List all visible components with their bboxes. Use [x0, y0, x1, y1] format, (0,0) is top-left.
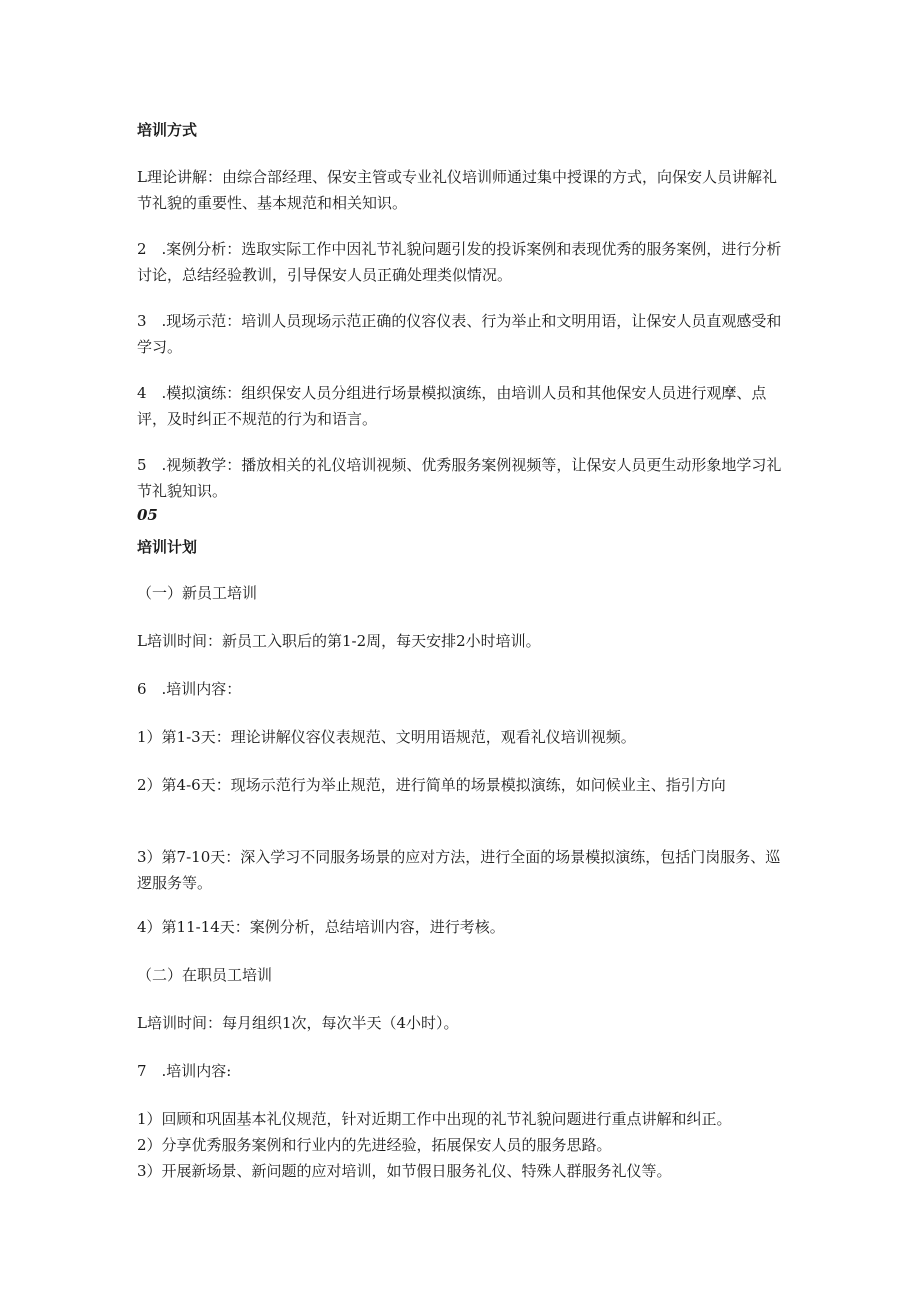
- subsection-title-new-staff: （一）新员工培训: [137, 584, 258, 602]
- paragraph-on-site-demo: 3 .现场示范：培训人员现场示范正确的仪容仪表、行为举止和文明用语，让保安人员直观感受和学习。: [137, 312, 782, 356]
- section-heading-training-plan: 培训计划: [137, 538, 198, 556]
- paragraph-case-analysis: 2 .案例分析：选取实际工作中因礼节礼貌问题引发的投诉案例和表现优秀的服务案例，进行分析讨论，总结经验教训，引导保安人员正确处理类似情况。: [137, 240, 782, 284]
- new-staff-training-time: L培训时间：新员工入职后的第1-2周，每天安排2小时培训。: [137, 632, 541, 650]
- new-staff-item-3: 3）第7-10天：深入学习不同服务场景的应对方法，进行全面的场景模拟演练，包括门岗服务、巡逻服务等。: [137, 848, 781, 892]
- in-service-training-time: L培训时间：每月组织1次，每次半天（4小时）。: [137, 1014, 459, 1032]
- in-service-item-2: 2）分享优秀服务案例和行业内的先进经验，拓展保安人员的服务思路。: [137, 1136, 612, 1154]
- new-staff-item-1: 1）第1-3天：理论讲解仪容仪表规范、文明用语规范，观看礼仪培训视频。: [137, 728, 636, 746]
- subsection-title-in-service-staff: （二）在职员工培训: [137, 966, 273, 984]
- section-number: 05: [137, 506, 158, 524]
- paragraph-video-teaching: 5 .视频教学：播放相关的礼仪培训视频、优秀服务案例视频等，让保安人员更生动形象地学习礼节礼貌知识。: [137, 456, 782, 500]
- section-heading-training-methods: 培训方式: [137, 121, 198, 139]
- new-staff-item-2: 2）第4-6天：现场示范行为举止规范，进行简单的场景模拟演练，如问候业主、指引方向: [137, 776, 726, 794]
- in-service-content-label: 7 .培训内容:: [137, 1062, 232, 1080]
- new-staff-content-label: 6 .培训内容：: [137, 680, 242, 698]
- in-service-item-1: 1）回顾和巩固基本礼仪规范，针对近期工作中出现的礼节礼貌问题进行重点讲解和纠正。: [137, 1110, 732, 1128]
- paragraph-simulation-drill: 4 .模拟演练：组织保安人员分组进行场景模拟演练，由培训人员和其他保安人员进行观摩、点评，及时纠正不规范的行为和语言。: [137, 384, 767, 428]
- new-staff-item-4: 4）第11-14天：案例分析，总结培训内容，进行考核。: [137, 918, 505, 936]
- paragraph-theory-lecture: L理论讲解：由综合部经理、保安主管或专业礼仪培训师通过集中授课的方式，向保安人员讲解礼节礼貌的重要性、基本规范和相关知识。: [137, 168, 777, 212]
- in-service-item-3: 3）开展新场景、新问题的应对培训，如节假日服务礼仪、特殊人群服务礼仪等。: [137, 1162, 672, 1180]
